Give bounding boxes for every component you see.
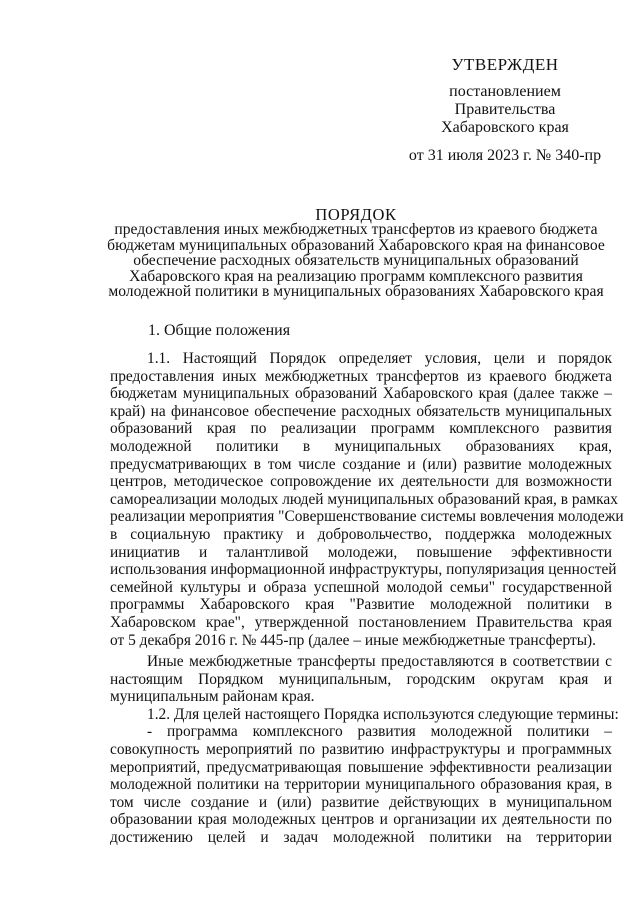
body-line: самореализации молодых людей муниципальных образований края, в рамках [110,490,618,508]
subtitle-line: предоставления иных межбюджетных трансфертов из краевого бюджета [114,221,598,238]
body-line: использования информационной инфраструктуры, популяризация ценностей [110,561,617,579]
body-line: образовании края молодежных центров и организации их деятельности по [110,811,612,829]
body-line: в социальную практику и добровольчество, поддержка молодежных [110,525,612,543]
body-line: 1.2. Для целей настоящего Порядка используются следующие термины: [147,705,619,723]
body-line: образований края по реализации программ комплексного развития [110,420,612,438]
document-title: ПОРЯДОК [315,205,397,224]
body-line: совокупность мероприятий по развитию инфраструктуры и программных [110,741,612,759]
body-line: - программа комплексного развития молодежной политики – [147,723,612,741]
body-line: Иные межбюджетные трансферты предоставляются в соответствии с [147,653,612,671]
section-heading: 1. Общие положения [148,322,291,339]
body-line: том числе создание и (или) развитие действующих в муниципальном [110,793,612,811]
body-line: молодежной политики в муниципальных образованиях края, [110,437,612,455]
body-line: программы Хабаровского края "Развитие молодежной политики в [110,596,612,614]
body-line: молодежной политики на территории муниципального образования края, в [110,776,612,794]
document-subtitle [100,222,612,300]
body-line: мероприятий, предусматривающая повышение эффективности реализации [110,758,612,776]
body-line: край) на финансовое обеспечение расходных обязательств муниципальных [110,402,612,420]
body-line: настоящим Порядком муниципальным, городским округам края и [110,670,612,688]
body-line: предоставления иных межбюджетных трансфертов из краевого бюджета [110,367,612,385]
approval-line: Хабаровского края [441,119,569,136]
approval-line: Правительства [454,101,556,118]
body-line: бюджетам муниципальных образований Хабаровского края (далее также – [110,385,612,403]
subtitle-line: молодежной политики в муниципальных образованиях Хабаровского края [108,283,604,300]
subtitle-line: бюджетам муниципальных образований Хабаровского края на финансовое [107,236,605,254]
approval-line: постановлением [449,83,561,100]
approval-stamp [400,56,610,165]
body-line: от 5 декабря 2016 г. № 445-пр (далее – иные межбюджетные трансферты). [110,631,597,649]
subtitle-line: обеспечение расходных обязательств муниципальных образований [133,252,579,269]
body-line: центров, методическое сопровождение их деятельности для возможности [110,473,612,491]
body-line: 1.1. Настоящий Порядок определяет условия, цели и порядок [147,350,612,367]
approval-heading: УТВЕРЖДЕН [451,55,559,74]
body-line: семейной культуры и образа успешной молодой семьи" государственной [110,578,612,596]
body-line: реализации мероприятия "Совершенствование системы вовлечения молодежи [110,508,624,526]
body-line: муниципальным районам края. [110,688,315,706]
body-line: предусматривающих в том числе создание и (или) развитие молодежных [110,455,612,473]
body-line: Хабаровском крае", утвержденной постановлением Правительства края [110,613,612,631]
document-body [110,350,624,847]
body-line: инициатив и талантливой молодежи, повышение эффективности [110,543,612,561]
body-line: достижению целей и задач молодежной политики на территории [110,829,612,847]
approval-date: от 31 июля 2023 г. № 340-пр [408,147,602,164]
subtitle-line: Хабаровского края на реализацию программ комплексного развития [129,267,583,285]
